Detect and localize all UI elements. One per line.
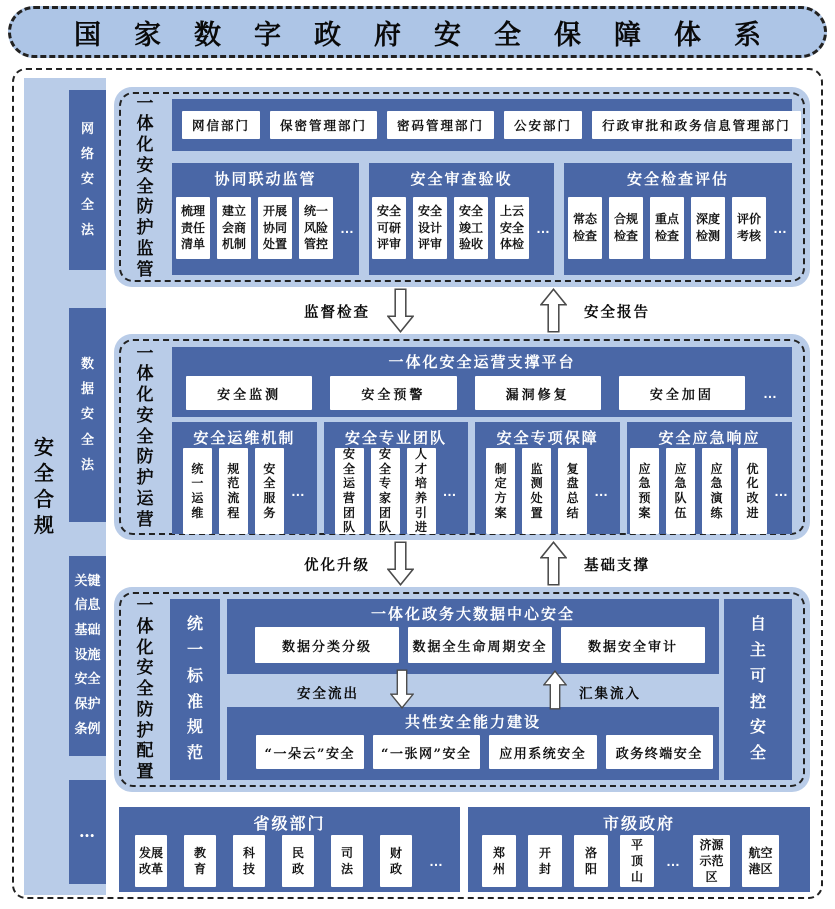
down-arrow-icon bbox=[387, 288, 414, 333]
law-box-more: … bbox=[69, 780, 106, 884]
more-dots: … bbox=[340, 220, 355, 236]
flow-label-supervise-check: 监督检查 bbox=[304, 304, 370, 321]
city-items bbox=[468, 833, 810, 889]
common-box-application-system: 应用系统安全 bbox=[489, 735, 597, 769]
item-box: 制 定 方 案 bbox=[486, 448, 515, 534]
province-item-civil-affairs: 民 政 bbox=[282, 835, 314, 887]
more-dots: … bbox=[442, 483, 458, 499]
up-arrow-icon bbox=[540, 541, 567, 586]
item-box: 安 全 服 务 bbox=[255, 448, 284, 534]
group-special-guarantee bbox=[475, 422, 620, 534]
configuration-middle-column bbox=[227, 599, 719, 780]
item-box: 安全 竣工 验收 bbox=[454, 197, 488, 259]
common-box-government-terminal: 政务终端安全 bbox=[606, 735, 714, 769]
platform-box-hardening: 安全加固 bbox=[619, 376, 745, 410]
sidebar-label: 安 全 合 规 bbox=[34, 436, 54, 537]
province-item-justice: 司 法 bbox=[331, 835, 363, 887]
up-arrow-icon bbox=[543, 669, 567, 711]
law-box-cii-protection-regulation: 关键 信息 基础 设施 安全 保护 条例 bbox=[69, 556, 106, 756]
group-security-review-acceptance bbox=[369, 163, 554, 275]
big-data-center-security-box bbox=[227, 599, 719, 674]
item-box: 安 全 专 家 团 队 bbox=[371, 448, 400, 534]
flow-label-basic-support: 基础支撑 bbox=[584, 557, 650, 574]
configuration-section-label: 一 体 化 安 全 防 护 配 置 bbox=[136, 596, 154, 782]
security-compliance-sidebar bbox=[24, 78, 106, 895]
item-box: 应 急 队 伍 bbox=[666, 448, 695, 534]
province-item-finance: 财 政 bbox=[380, 835, 412, 887]
item-box: 安全 设计 评审 bbox=[413, 197, 447, 259]
group-title: 安全专项保障 bbox=[496, 430, 599, 447]
group-items bbox=[172, 189, 359, 275]
supervision-departments-bar bbox=[172, 99, 826, 151]
more-dots: … bbox=[774, 483, 790, 499]
group-items bbox=[369, 189, 554, 275]
more-dots: … bbox=[810, 117, 826, 133]
data-center-items bbox=[227, 624, 719, 663]
group-security-inspection-evaluation bbox=[564, 163, 792, 275]
group-items bbox=[475, 448, 620, 542]
group-title: 安全应急响应 bbox=[658, 430, 761, 447]
item-box: 规 范 流 程 bbox=[219, 448, 248, 534]
dc-box-lifecycle: 数据全生命周期安全 bbox=[408, 627, 552, 663]
unified-standard-bar: 统 一 标 准 规 范 bbox=[170, 599, 220, 780]
supervision-section-label: 一 体 化 安 全 防 护 监 管 bbox=[136, 93, 154, 279]
province-item-development-reform: 发展 改革 bbox=[135, 835, 167, 887]
item-box: 安全 可研 评审 bbox=[372, 197, 406, 259]
item-box: 深度 检测 bbox=[691, 197, 725, 259]
flow-label-optimize-upgrade: 优化升级 bbox=[304, 557, 370, 574]
data-center-title: 一体化政务大数据中心安全 bbox=[370, 606, 575, 623]
item-box: 应 急 演 练 bbox=[702, 448, 731, 534]
item-box: 人 才 培 养 引 进 bbox=[407, 448, 436, 534]
item-box: 复 盘 总 结 bbox=[558, 448, 587, 534]
item-box: 建立 会商 机制 bbox=[217, 197, 251, 259]
province-items bbox=[119, 833, 460, 889]
city-item-airport-zone: 航空 港区 bbox=[742, 835, 779, 887]
group-professional-team bbox=[324, 422, 469, 534]
group-items bbox=[564, 189, 792, 275]
common-capability-title: 共性安全能力建设 bbox=[404, 714, 541, 731]
operation-groups-row bbox=[172, 422, 792, 534]
common-box-one-cloud: “一朵云”安全 bbox=[256, 735, 364, 769]
flow-label-aggregated-inflow: 汇集流入 bbox=[579, 686, 641, 702]
item-box: 常态 检查 bbox=[568, 197, 602, 259]
item-box: 优 化 改 进 bbox=[738, 448, 767, 534]
platform-title: 一体化安全运营支撑平台 bbox=[388, 354, 576, 371]
item-box: 上云 安全 体检 bbox=[495, 197, 529, 259]
more-dots: … bbox=[594, 483, 610, 499]
dept-box-cyberspace: 网信部门 bbox=[182, 111, 260, 139]
dc-box-classification: 数据分类分级 bbox=[255, 627, 399, 663]
dept-box-secrecy: 保密管理部门 bbox=[270, 111, 377, 139]
platform-items bbox=[172, 372, 792, 410]
operation-section bbox=[114, 334, 810, 540]
diagram-body bbox=[12, 68, 826, 899]
city-item-pingdingshan: 平 顶 山 bbox=[620, 835, 654, 887]
dept-box-admin-approval-info: 行政审批和政务信息管理部门 bbox=[592, 111, 801, 139]
item-box: 监 测 处 置 bbox=[522, 448, 551, 534]
province-departments-box bbox=[119, 807, 460, 892]
operation-platform-bar bbox=[172, 347, 792, 417]
group-operation-maintenance-mechanism bbox=[172, 422, 317, 534]
group-title: 安全专业团队 bbox=[345, 430, 448, 447]
autonomous-controllable-bar: 自 主 可 控 安 全 bbox=[724, 599, 792, 780]
item-box: 合规 检查 bbox=[609, 197, 643, 259]
common-box-one-network: “一张网”安全 bbox=[373, 735, 481, 769]
more-dots: … bbox=[290, 483, 306, 499]
city-governments-box bbox=[468, 807, 810, 892]
more-dots: … bbox=[763, 385, 778, 401]
page-title: 国家数字政府安全保障体系 bbox=[74, 19, 794, 50]
operation-section-label: 一 体 化 安 全 防 护 运 营 bbox=[136, 343, 154, 529]
diagram-title-banner bbox=[8, 6, 827, 58]
configuration-section bbox=[114, 587, 810, 792]
city-item-zhengzhou: 郑 州 bbox=[482, 835, 516, 887]
law-box-data-security-law: 数 据 安 全 法 bbox=[69, 308, 106, 522]
platform-box-early-warning: 安全预警 bbox=[330, 376, 456, 410]
group-items bbox=[324, 448, 469, 542]
common-capability-items bbox=[227, 732, 719, 769]
item-box: 统一 风险 管控 bbox=[299, 197, 333, 259]
platform-box-monitoring: 安全监测 bbox=[186, 376, 312, 410]
platform-box-vulnerability-fix: 漏洞修复 bbox=[475, 376, 601, 410]
city-item-luoyang: 洛 阳 bbox=[574, 835, 608, 887]
dept-box-cryptography: 密码管理部门 bbox=[387, 111, 494, 139]
supervision-section bbox=[114, 87, 826, 287]
item-box: 应 急 预 案 bbox=[630, 448, 659, 534]
down-arrow-icon bbox=[387, 541, 414, 586]
dc-box-audit: 数据安全审计 bbox=[561, 627, 705, 663]
dept-box-public-security: 公安部门 bbox=[504, 111, 582, 139]
province-item-science-tech: 科 技 bbox=[233, 835, 265, 887]
common-security-capability-box bbox=[227, 707, 719, 780]
flow-label-secure-outflow: 安全流出 bbox=[297, 686, 359, 702]
item-box: 开展 协同 处置 bbox=[258, 197, 292, 259]
more-dots: … bbox=[666, 853, 681, 869]
item-box: 评价 考核 bbox=[732, 197, 766, 259]
group-coordinated-supervision bbox=[172, 163, 359, 275]
flow-supervision-operation bbox=[114, 287, 810, 334]
group-emergency-response bbox=[627, 422, 792, 534]
up-arrow-icon bbox=[540, 288, 567, 333]
province-title: 省级部门 bbox=[253, 816, 326, 833]
more-dots: … bbox=[773, 220, 788, 236]
item-box: 梳理 责任 清单 bbox=[176, 197, 210, 259]
group-title: 安全检查评估 bbox=[626, 171, 729, 188]
province-item-education: 教 育 bbox=[184, 835, 216, 887]
data-flow-band bbox=[227, 674, 719, 707]
down-arrow-icon bbox=[390, 668, 414, 710]
group-title: 安全审查验收 bbox=[410, 171, 513, 188]
more-dots: … bbox=[429, 853, 444, 869]
group-title: 协同联动监管 bbox=[214, 171, 317, 188]
law-box-cybersecurity-law: 网 络 安 全 法 bbox=[69, 90, 106, 270]
item-box: 统 一 运 维 bbox=[183, 448, 212, 534]
city-item-jiyuan-demo-zone: 济源 示范 区 bbox=[693, 835, 730, 887]
more-dots: … bbox=[536, 220, 551, 236]
flow-operation-configuration bbox=[114, 540, 810, 587]
group-items bbox=[172, 448, 317, 542]
city-item-kaifeng: 开 封 bbox=[528, 835, 562, 887]
flow-label-security-report: 安全报告 bbox=[584, 304, 650, 321]
item-box: 重点 检查 bbox=[650, 197, 684, 259]
group-items bbox=[627, 448, 792, 542]
supervision-groups-row bbox=[172, 163, 792, 275]
group-title: 安全运维机制 bbox=[193, 430, 296, 447]
city-title: 市级政府 bbox=[602, 816, 675, 833]
item-box: 安 全 运 营 团 队 bbox=[335, 448, 364, 534]
